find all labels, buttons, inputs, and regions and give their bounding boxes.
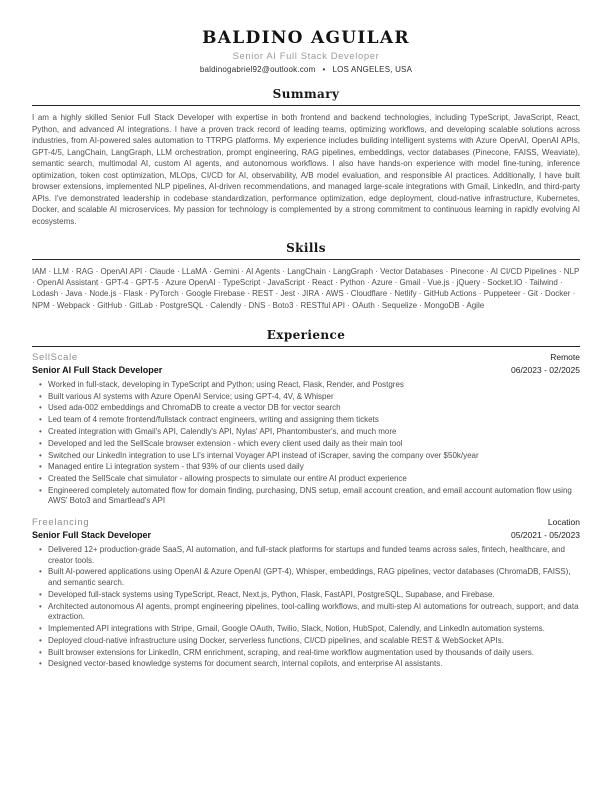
job-company-row <box>32 517 580 528</box>
bullet-text: Used ada-002 embeddings and ChromaDB to create a vector DB for vector search <box>48 403 341 413</box>
bullet-icon: • <box>39 485 42 495</box>
bullet-text: Led team of 4 remote frontend/fullstack contract engineers, writing and assigning them tickets <box>48 415 379 425</box>
bullet-item <box>32 624 580 635</box>
bullet-text: Managed entire Li integration system - that 93% of our clients used daily <box>48 462 304 472</box>
bullet-text: Engineered completely automated flow for domain finding, purchasing, DNS setup, email account creation, and email account automation flow using AWS' Boto3 and Smartlead's API <box>48 485 572 506</box>
section-heading-experience: Experience <box>32 328 580 347</box>
bullet-text: Implemented API integrations with Stripe, Gmail, Google OAuth, Twilio, Slack, Notion, HubSpot, Calendly, and LinkedIn automation systems. <box>48 623 545 633</box>
company-name: SellScale <box>32 351 78 363</box>
bullet-item <box>32 486 580 507</box>
bullet-icon: • <box>39 567 42 577</box>
job-bullets <box>32 380 580 507</box>
contact-line <box>32 65 580 74</box>
bullet-icon: • <box>39 545 42 555</box>
bullet-text: Built AI-powered applications using OpenAI & Azure OpenAI (GPT-4), Whisper, embeddings, RAG pipelines, vector databases (ChromaDB, FAISS), and semantic search. <box>48 567 571 587</box>
bullet-item <box>32 462 580 473</box>
job-entry <box>32 352 580 507</box>
bullet-text: Deployed cloud-native infrastructure using Docker, serverless functions, CI/CD pipelines, and scalable REST & WebSocket APIs. <box>48 635 504 645</box>
job-location: Remote <box>550 351 580 362</box>
summary-paragraph: I am a highly skilled Senior Full Stack Developer with expertise in both frontend and backend technologies, including TypeScript, JavaScript, React, Python, and advanced AI integrations. I have a proven track record of leading teams, optimizing workflows, and developing scalable solutions across industries, from AI-powered sales automation to TTRPG platforms. My experience includes building intelligent systems with Azure OpenAI, OpenAI APIs, GPT-4/5, LangChain, LangGraph, LLM orchestration, prompt engineering, RAG pipelines, embeddings, vector databases (Pinecone, FAISS, Weaviate), semantic search, multimodal AI, custom AI agents, and autonomous workflows. I also have hands-on experience with model fine-tuning, inference optimization, token cost optimization, MLOps, CI/CD for AI, observability, A/B model evaluation, and responsible AI practices. Additionally, I have built browser extensions, implemented NLP pipelines, AI-driven recommendations, and managed large-scale integrations with Gmail, LinkedIn, and third-party APIs. I've demonstrated leadership in codebase standardization, performance optimization, edge deployment, cloud-native infrastructure, Kubernetes, Docker, and scalable AI microservices. My passion for technology is complemented by a strong commitment to continuous learning in rapidly evolving AI ecosystems. <box>32 113 580 226</box>
bullet-item <box>32 567 580 588</box>
bullet-icon: • <box>39 635 42 645</box>
job-location: Location <box>547 517 580 528</box>
location-text: LOS ANGELES, USA <box>332 65 413 74</box>
bullet-item <box>32 648 580 659</box>
bullet-item <box>32 602 580 623</box>
job-role-row <box>32 363 580 375</box>
bullet-text: Created integration with Gmail's API, Calendly's API, Nylas' API, Phantombuster's, and much more <box>48 426 397 436</box>
bullet-icon: • <box>39 403 42 413</box>
bullet-icon: • <box>39 601 42 611</box>
job-dates: 06/2023 - 02/2025 <box>510 364 580 375</box>
bullet-icon: • <box>39 415 42 425</box>
bullet-icon: • <box>39 589 42 599</box>
bullet-icon: • <box>39 647 42 657</box>
bullet-item <box>32 392 580 403</box>
company-name: Freelancing <box>32 517 90 529</box>
job-bullets <box>32 545 580 670</box>
bullet-item <box>32 636 580 647</box>
bullet-icon: • <box>39 450 42 460</box>
job-role-row <box>32 528 580 540</box>
section-heading-skills: Skills <box>32 241 580 260</box>
bullet-text: Built various AI systems with Azure OpenAI Service; using GPT-4, 4V, & Whisper <box>48 391 334 401</box>
resume-header <box>32 28 580 74</box>
job-dates: 05/2021 - 05/2023 <box>510 530 580 541</box>
bullet-item <box>32 415 580 426</box>
bullet-icon: • <box>39 438 42 448</box>
bullet-text: Created the SellScale chat simulator - allowing prospects to simulate our entire AI product experience <box>48 474 407 484</box>
bullet-icon: • <box>39 659 42 669</box>
bullet-icon: • <box>39 474 42 484</box>
person-name: BALDINO AGUILAR <box>202 28 410 48</box>
bullet-item <box>32 590 580 601</box>
bullet-icon: • <box>39 379 42 389</box>
bullet-item <box>32 380 580 391</box>
bullet-text: Developed and led the SellScale browser extension - which every client used daily as their main tool <box>48 438 403 448</box>
bullet-text: Developed full-stack systems using TypeScript, React, Next.js, Python, Flask, FastAPI, PostgreSQL, Supabase, and Firebase. <box>48 589 495 599</box>
bullet-item <box>32 451 580 462</box>
bullet-item <box>32 439 580 450</box>
section-heading-summary: Summary <box>32 87 580 106</box>
bullet-icon: • <box>39 426 42 436</box>
bullet-item <box>32 427 580 438</box>
bullet-text: Worked in full-stack, developing in TypeScript and Python; using React, Flask, Render, and Postgres <box>48 379 404 389</box>
bullet-icon: • <box>39 623 42 633</box>
bullet-text: Built browser extensions for LinkedIn, CRM enrichment, scraping, and real-time workflow augmentation used by thousands of daily users. <box>48 647 535 657</box>
skills-list: IAM · LLM · RAG · OpenAI API · Claude · LLaMA · Gemini · AI Agents · LangChain · LangGraph · Vector Databases · Pinecone · AI CI/CD Pipelines · NLP · OpenAI Assistant · GPT-4 · GPT-5 · Azure OpenAI · TypeScript · JavaScript · React · Python · Azure · Gmail · Vue.js · jQuery · Socket.IO · Tailwind · Lodash · Java · Node.js · Flask · PyTorch · Google Firebase · REST · Jest · JIRA · AWS · Cloudflare · Netlify · GitHub Actions · Puppeteer · Git · Docker · NPM · Webpack · GitHub · GitLab · PostgreSQL · Calendly · DNS · Boto3 · RESTful API · OAuth · Sequelize · MongoDB · Agile <box>32 267 580 310</box>
bullet-text: Switched our LinkedIn integration to use LI's internal Voyager API instead of iScraper, saving the company over $50k/year <box>48 450 479 460</box>
bullet-text: Architected autonomous AI agents, prompt engineering pipelines, tool-calling workflows, and multi-step AI automations for outreach, support, and data extraction. <box>48 601 579 622</box>
bullet-item <box>32 659 580 670</box>
bullet-text: Delivered 12+ production-grade SaaS, AI automation, and full-stack platforms for startups and funded teams across sales, fintech, healthcare, and creator tools. <box>48 545 565 565</box>
job-role: Senior AI Full Stack Developer <box>32 364 163 375</box>
job-company-row <box>32 352 580 363</box>
bullet-item <box>32 474 580 485</box>
bullet-text: Designed vector-based knowledge systems for document search, internal copilots, and enterprise AI assistants. <box>48 659 443 669</box>
person-title: Senior AI Full Stack Developer <box>232 51 380 62</box>
job-role: Senior Full Stack Developer <box>32 530 152 541</box>
job-entry <box>32 517 580 670</box>
bullet-icon: • <box>39 391 42 401</box>
bullet-item <box>32 545 580 566</box>
bullet-icon: • <box>39 462 42 472</box>
jobs <box>32 352 580 670</box>
email-text: baldinogabriel92@outlook.com <box>199 65 316 74</box>
bullet-item <box>32 403 580 414</box>
dot-separator-icon: • <box>322 65 326 74</box>
